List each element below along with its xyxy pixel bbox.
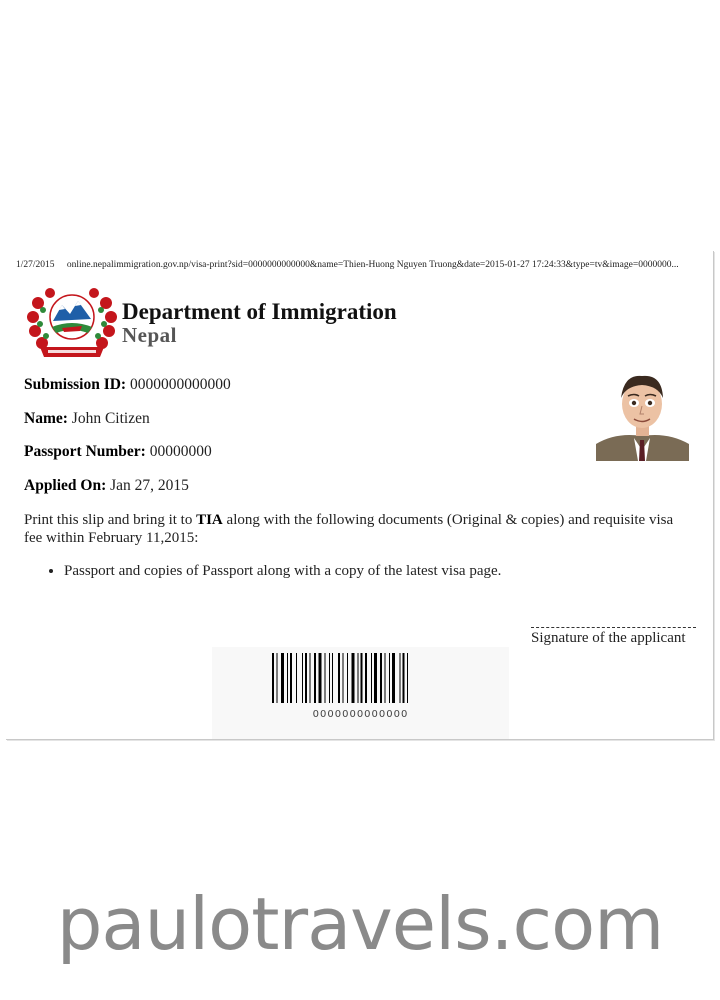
barcode-bar	[343, 653, 344, 703]
department-title: Department of Immigration	[122, 299, 397, 324]
barcode-bar	[319, 653, 322, 703]
barcode-icon	[272, 653, 462, 703]
applied-on-value: Jan 27, 2015	[110, 477, 189, 494]
nepal-emblem-icon	[26, 283, 118, 363]
print-url: online.nepalimmigration.gov.np/visa-print?sid=0000000000000&name=Thien-Huong Nguyen Truong&date=2015-01-27 17:24:33&type=tv&image=0000000...	[66, 260, 679, 270]
barcode-bar	[365, 653, 367, 703]
barcode-bar	[400, 653, 401, 703]
barcode-bar	[290, 653, 292, 703]
barcode-bar	[287, 653, 288, 703]
visa-slip	[6, 251, 714, 740]
submission-id-value: 0000000000000	[129, 376, 231, 393]
barcode-bar	[302, 653, 303, 703]
barcode-bar	[371, 653, 372, 703]
barcode-bar	[361, 653, 363, 703]
barcode-bar	[314, 653, 316, 703]
passport-number-value: 00000000	[149, 443, 212, 460]
submission-id-label: Submission ID:	[24, 376, 127, 393]
signature-label: Signature of the applicant	[531, 630, 686, 646]
barcode-bar	[281, 653, 284, 703]
barcode-bar	[325, 653, 326, 703]
name-field	[24, 410, 150, 428]
department-country: Nepal	[122, 323, 177, 347]
barcode-bar	[310, 653, 311, 703]
instructions-suffix: along with the following documents (Original & copies) and requisite visa fee within February 11,2015:	[24, 512, 674, 546]
passport-number-label: Passport Number:	[24, 443, 146, 460]
applied-on-field	[24, 477, 189, 495]
barcode-bar	[385, 653, 386, 703]
instructions-prefix: Print this slip and bring it to	[24, 512, 193, 528]
barcode-bar	[380, 653, 382, 703]
applicant-photo	[596, 368, 689, 461]
name-value: John Citizen	[71, 410, 150, 427]
barcode-bar	[392, 653, 395, 703]
signature-line	[531, 627, 696, 628]
barcode-bar	[389, 653, 390, 703]
barcode-bar	[329, 653, 330, 703]
barcode-bar	[352, 653, 355, 703]
barcode-number: 0000000000000	[312, 709, 409, 720]
barcode-bar	[407, 653, 408, 703]
print-date: 1/27/2015	[16, 260, 55, 270]
applied-on-label: Applied On:	[24, 477, 107, 494]
barcode-bar	[296, 653, 297, 703]
list-item: • Passport and copies of Passport along with a copy of the latest visa page.	[64, 563, 704, 580]
barcode-area	[212, 647, 509, 739]
required-documents-list	[24, 563, 704, 580]
barcode-bar	[277, 653, 278, 703]
instructions-place: TIA	[196, 512, 223, 528]
watermark-text: paulotravels.com	[56, 882, 664, 966]
barcode-bar	[305, 653, 307, 703]
browser-print-header	[16, 260, 706, 270]
name-label: Name:	[24, 410, 68, 427]
barcode-bar	[347, 653, 348, 703]
passport-number-field	[24, 443, 212, 461]
instructions-text	[24, 511, 694, 547]
barcode-bar	[374, 653, 377, 703]
barcode-bar	[332, 653, 333, 703]
submission-id-field	[24, 376, 231, 394]
barcode-bar	[403, 653, 405, 703]
barcode-bar	[358, 653, 359, 703]
barcode-bar	[338, 653, 340, 703]
barcode-bar	[272, 653, 274, 703]
